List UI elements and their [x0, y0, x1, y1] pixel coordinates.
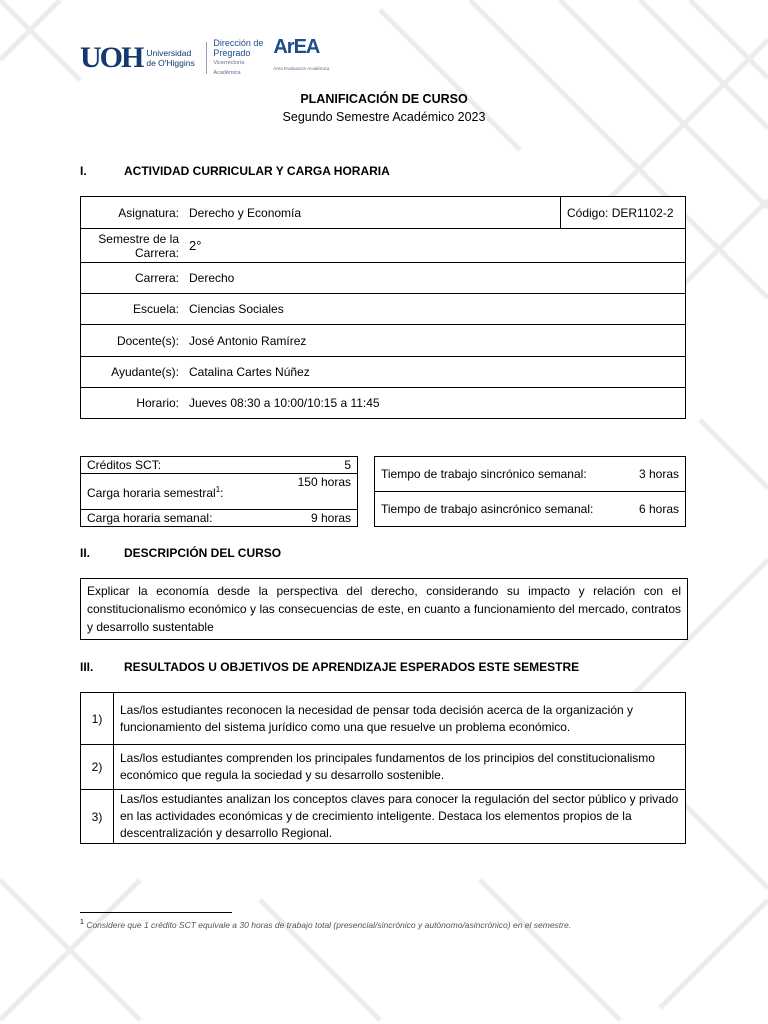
objectives-table — [80, 692, 686, 844]
objective-text: Las/los estudiantes analizan los conceptos claves para conocer la regulación del sector público y privado en las actividades económicas y de crecimiento inteligente. Destaca los elementos propios de la descentralización y desarrollo Regional. — [114, 790, 686, 844]
row-creditos — [81, 457, 358, 474]
carrera-value: Derecho — [183, 263, 686, 294]
area-logo — [273, 36, 329, 80]
row-asignatura — [81, 197, 686, 229]
row-horario — [81, 388, 686, 419]
creditos-value: 5 — [273, 457, 358, 474]
section-1-title: ACTIVIDAD CURRICULAR Y CARGA HORARIA — [124, 164, 390, 178]
objective-number: 3) — [81, 790, 114, 844]
footnote-separator — [80, 912, 232, 913]
header-logos — [80, 36, 330, 76]
time-table — [374, 456, 686, 527]
objective-number: 2) — [81, 745, 114, 790]
row-escuela — [81, 294, 686, 325]
escuela-value: Ciencias Sociales — [183, 294, 686, 325]
page-title: PLANIFICACIÓN DE CURSO — [300, 92, 468, 106]
row-carga-semestral — [81, 474, 358, 510]
sincronico-label: Tiempo de trabajo sincrónico semanal: — [375, 457, 608, 492]
asignatura-value: Derecho y Economía — [183, 197, 561, 229]
footnote — [80, 918, 571, 930]
sincronico-value: 3 horas — [607, 457, 686, 492]
carga-semestral-text: Carga horaria semestral — [87, 486, 216, 500]
semestre-value: 2° — [183, 229, 686, 263]
area-label: ArEA — [273, 36, 320, 58]
row-carga-semanal — [81, 510, 358, 527]
university-name: Universidad de O'Higgins — [146, 48, 195, 68]
course-description: Explicar la economía desde la perspectiva del derecho, considerando su impacto y relación con el constitucionalismo económico y las consecuencias de este, en cuanto a funcionamiento del mercado, contratos y desarrollo sustentable — [80, 578, 688, 640]
logo-divider — [206, 42, 207, 74]
objective-row — [81, 790, 686, 844]
ayudante-label: Ayudante(s): — [81, 357, 184, 388]
asincronico-label: Tiempo de trabajo asincrónico semanal: — [375, 492, 608, 527]
horario-value: Jueves 08:30 a 10:00/10:15 a 11:45 — [183, 388, 686, 419]
objective-row — [81, 745, 686, 790]
footnote-ref: 1 — [215, 485, 221, 494]
section-2-number: II. — [80, 546, 91, 560]
carga-semanal-value: 9 horas — [273, 510, 358, 527]
direccion-label: Dirección de Pregrado — [213, 38, 264, 58]
uoh-logo: UOH — [80, 41, 143, 74]
credits-table — [80, 456, 358, 527]
semestre-label: Semestre de la Carrera: — [81, 229, 184, 263]
area-sub: Área Evaluación Académica — [273, 66, 330, 71]
footnote-mark: 1 — [80, 918, 84, 926]
row-ayudante — [81, 357, 686, 388]
row-carrera — [81, 263, 686, 294]
codigo-value: Código: DER1102-2 — [561, 197, 686, 229]
carrera-label: Carrera: — [81, 263, 184, 294]
escuela-label: Escuela: — [81, 294, 184, 325]
section-1-number: I. — [80, 164, 87, 178]
section-2-title: DESCRIPCIÓN DEL CURSO — [124, 546, 282, 560]
carga-semanal-label: Carga horaria semanal: — [81, 510, 273, 527]
carga-semestral-colon: : — [220, 486, 224, 500]
objective-number: 1) — [81, 693, 114, 745]
objective-text: Las/los estudiantes reconocen la necesidad de pensar toda decisión acerca de la organización y funcionamiento del sistema jurídico como una que resuelve un problema económico. — [114, 693, 686, 745]
carga-semestral-label — [81, 474, 273, 510]
objective-row — [81, 693, 686, 745]
horario-label: Horario: — [81, 388, 184, 419]
carga-semestral-value: 150 horas — [273, 474, 358, 510]
section-3-number: III. — [80, 660, 94, 674]
creditos-label: Créditos SCT: — [81, 457, 273, 474]
row-docente — [81, 325, 686, 357]
course-info-table — [80, 196, 686, 419]
objective-text: Las/los estudiantes comprenden los principales fundamentos de los principios del constitucionalismo económico que regula la sociedad y su desarrollo sostenible. — [114, 745, 686, 790]
direccion-pregrado-logo — [213, 38, 269, 78]
docente-value: José Antonio Ramírez — [183, 325, 686, 357]
page-subtitle: Segundo Semestre Académico 2023 — [282, 110, 486, 124]
asincronico-value: 6 horas — [607, 492, 686, 527]
footnote-text: Considere que 1 crédito SCT equivale a 30 horas de trabajo total (presencial/sincrónico y autónomo/asincrónico) en el semestre. — [86, 919, 572, 930]
docente-label: Docente(s): — [81, 325, 184, 357]
direccion-sub: Vicerrectoría Académica — [213, 60, 245, 76]
row-sincronico — [375, 457, 686, 492]
section-3-title: RESULTADOS U OBJETIVOS DE APRENDIZAJE ESPERADOS ESTE SEMESTRE — [124, 660, 580, 674]
row-semestre — [81, 229, 686, 263]
asignatura-label: Asignatura: — [81, 197, 184, 229]
ayudante-value: Catalina Cartes Núñez — [183, 357, 686, 388]
row-asincronico — [375, 492, 686, 527]
